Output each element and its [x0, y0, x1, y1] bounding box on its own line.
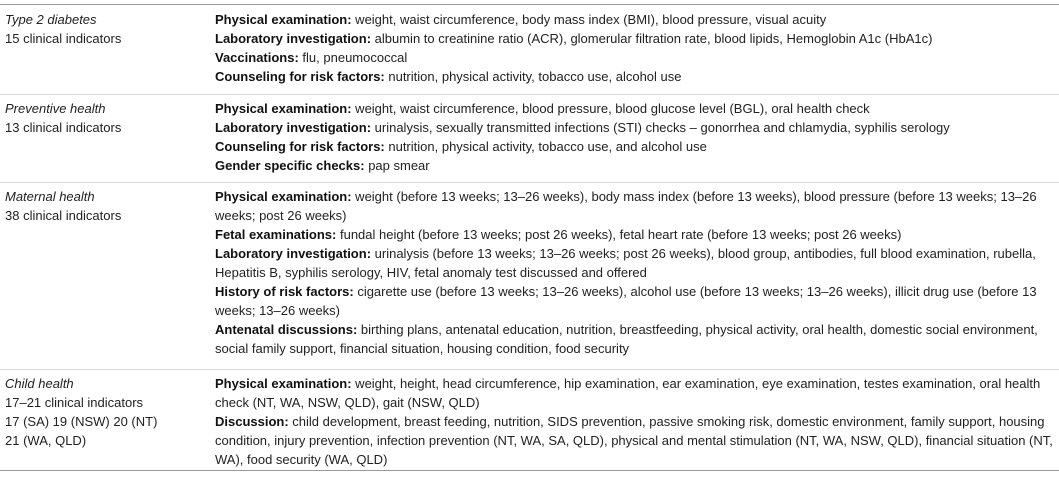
- group-text: weight, waist circumference, blood pressure, blood glucose level (BGL), oral health check: [351, 101, 870, 116]
- group-label: Laboratory investigation:: [215, 120, 372, 135]
- indicators-cell: [215, 10, 1057, 86]
- row-divider: [0, 182, 1059, 183]
- indicator-group: [215, 10, 1057, 29]
- group-label: Antenatal discussions:: [215, 322, 358, 337]
- indicator-group: [215, 137, 1057, 156]
- group-label: Vaccinations:: [215, 50, 299, 65]
- group-text: flu, pneumococcal: [298, 50, 408, 65]
- table-top-rule: [0, 4, 1059, 5]
- group-text: albumin to creatinine ratio (ACR), glomerular filtration rate, blood lipids, Hemoglobin A1c (HbA1c): [371, 31, 933, 46]
- indicators-cell: [215, 374, 1057, 469]
- category-name: Preventive health: [5, 101, 106, 116]
- category-cell: [0, 10, 215, 86]
- group-label: Discussion:: [215, 414, 289, 429]
- category-name: Type 2 diabetes: [5, 12, 97, 27]
- group-label: Laboratory investigation:: [215, 246, 372, 261]
- group-label: Counseling for risk factors:: [215, 139, 385, 154]
- group-text: birthing plans, antenatal education, nutrition, breastfeeding, physical activity, oral health, domestic social environment, social family support, financial situation, housing condition, food security: [215, 322, 1038, 356]
- indicator-group: [215, 99, 1057, 118]
- indicator-group: [215, 244, 1057, 282]
- table-row-type-2-diabetes: [0, 10, 1059, 86]
- indicator-group: [215, 374, 1057, 412]
- category-cell: [0, 187, 215, 358]
- indicator-group: [215, 187, 1057, 225]
- group-text: urinalysis, sexually transmitted infections (STI) checks – gonorrhea and chlamydia, syphilis serology: [371, 120, 950, 135]
- indicator-group: [215, 67, 1057, 86]
- group-text: weight, height, head circumference, hip examination, ear examination, eye examination, testes examination, oral health check (NT, WA, NSW, QLD), gait (NSW, QLD): [215, 376, 1041, 410]
- indicator-group: [215, 320, 1057, 358]
- indicator-count: 17–21 clinical indicators: [5, 395, 144, 410]
- table-row-child-health: [0, 374, 1059, 469]
- indicator-count-by-state: 17 (SA) 19 (NSW) 20 (NT): [5, 414, 158, 429]
- category-name: Maternal health: [5, 189, 95, 204]
- group-label: Physical examination:: [215, 101, 352, 116]
- group-label: Physical examination:: [215, 12, 352, 27]
- indicator-group: [215, 48, 1057, 67]
- group-text: cigarette use (before 13 weeks; 13–26 weeks), alcohol use (before 13 weeks; 13–26 weeks), illicit drug use (before 13 weeks; 13–26 weeks): [215, 284, 1037, 318]
- indicators-cell: [215, 99, 1057, 175]
- row-divider: [0, 94, 1059, 95]
- category-cell: [0, 374, 215, 469]
- category-name: Child health: [5, 376, 74, 391]
- indicators-cell: [215, 187, 1057, 358]
- indicator-count-by-state: 21 (WA, QLD): [5, 433, 87, 448]
- group-text: child development, breast feeding, nutrition, SIDS prevention, passive smoking risk, domestic environment, family support, housing condition, injury prevention, infection prevention (NT, WA, SA, QLD), physical and mental stimulation (NT, WA, NSW, QLD), financial situation (NT, WA), food security (WA, QLD): [215, 414, 1053, 467]
- group-label: Gender specific checks:: [215, 158, 365, 173]
- row-divider: [0, 369, 1059, 370]
- indicator-group: [215, 225, 1057, 244]
- group-text: nutrition, physical activity, tobacco use, alcohol use: [384, 69, 682, 84]
- category-cell: [0, 99, 215, 175]
- table-row-maternal-health: [0, 187, 1059, 358]
- group-label: Laboratory investigation:: [215, 31, 372, 46]
- indicator-group: [215, 282, 1057, 320]
- group-text: urinalysis (before 13 weeks; 13–26 weeks; post 26 weeks), blood group, antibodies, full blood examination, rubella, Hepatitis B, syphilis serology, HIV, fetal anomaly test discussed and offered: [215, 246, 1036, 280]
- indicator-group: [215, 118, 1057, 137]
- group-label: History of risk factors:: [215, 284, 354, 299]
- group-label: Fetal examinations:: [215, 227, 337, 242]
- indicator-group: [215, 412, 1057, 469]
- table-bottom-rule: [0, 470, 1059, 471]
- group-label: Physical examination:: [215, 376, 352, 391]
- indicator-group: [215, 29, 1057, 48]
- indicator-group: [215, 156, 1057, 175]
- indicator-count: 15 clinical indicators: [5, 31, 122, 46]
- table-row-preventive-health: [0, 99, 1059, 175]
- group-text: fundal height (before 13 weeks; post 26 weeks), fetal heart rate (before 13 weeks; post 26 weeks): [336, 227, 902, 242]
- group-text: pap smear: [364, 158, 430, 173]
- group-text: weight (before 13 weeks; 13–26 weeks), body mass index (before 13 weeks), blood pressure (before 13 weeks; 13–26 weeks; post 26 weeks): [215, 189, 1037, 223]
- indicator-count: 13 clinical indicators: [5, 120, 122, 135]
- group-label: Counseling for risk factors:: [215, 69, 385, 84]
- group-label: Physical examination:: [215, 189, 352, 204]
- group-text: weight, waist circumference, body mass index (BMI), blood pressure, visual acuity: [351, 12, 827, 27]
- indicator-count: 38 clinical indicators: [5, 208, 122, 223]
- group-text: nutrition, physical activity, tobacco use, and alcohol use: [384, 139, 707, 154]
